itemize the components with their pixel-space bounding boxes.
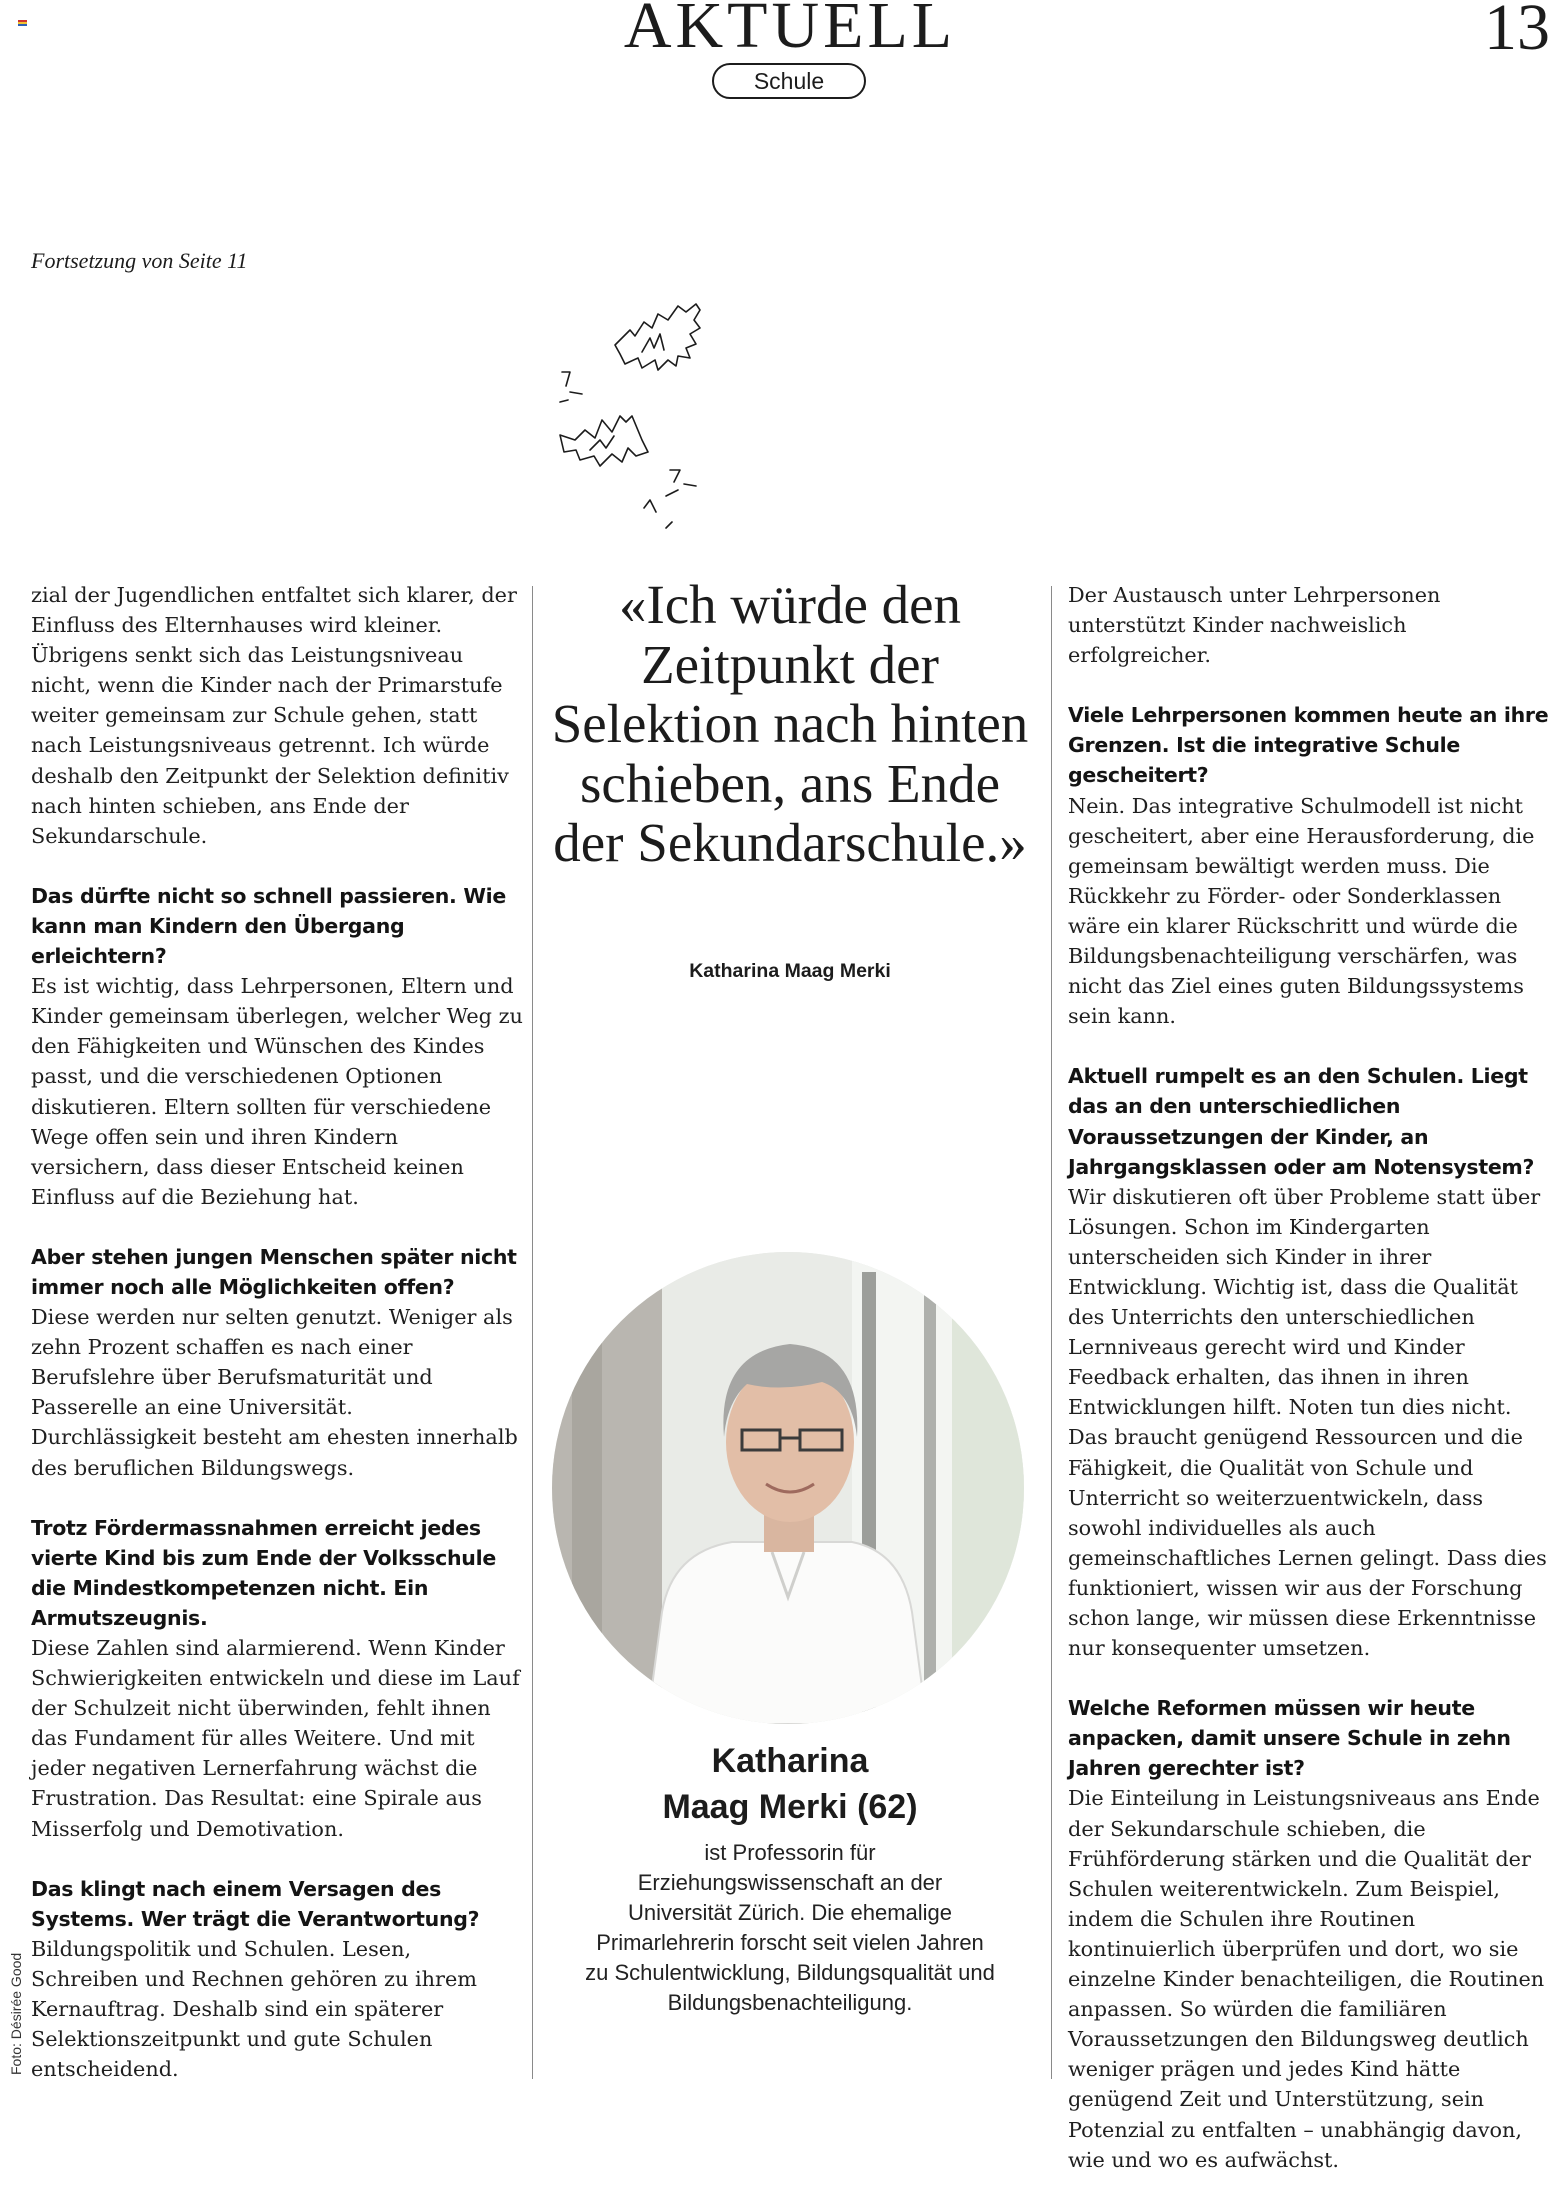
interview-question: Das dürfte nicht so schnell passieren. Wie kann man Kindern den Übergang erleichtern?: [31, 883, 507, 969]
interview-block: [31, 1513, 523, 1844]
pull-quote-author: Katharina Maag Merki: [689, 960, 891, 982]
interview-answer: Diese werden nur selten genutzt. Weniger als zehn Prozent schaffen es nach einer Berufslehre über Berufsmaturität und Passerelle an eine Universität. Durchlässigkeit besteht am ehesten innerhalb des beruflichen Bildungswegs.: [31, 1305, 518, 1480]
paragraph: [1068, 580, 1550, 670]
paper-scraps-doodle-icon: [540, 290, 740, 540]
interview-block: [1068, 700, 1550, 1031]
bio-name-line: Katharina: [711, 1742, 869, 1780]
continuation-note: Fortsetzung von Seite 11: [31, 248, 248, 273]
column-divider: [532, 586, 533, 2079]
interview-answer: Es ist wichtig, dass Lehrpersonen, Eltern und Kinder gemeinsam überlegen, welcher Weg zu den Fähigkeiten und Wünschen des Kindes passt, und die verschiedenen Optionen diskutieren. Eltern sollten für verschiedene Wege offen sein und ihren Kindern versichern, dass dieser Entscheid keinen Einfluss auf die Beziehung hat.: [31, 974, 523, 1209]
interview-block: [31, 1242, 523, 1483]
small-flag-icon: [18, 20, 27, 26]
interview-block: [1068, 1061, 1550, 1663]
section-title: AKTUELL: [623, 0, 957, 62]
column-divider: [1051, 586, 1052, 2079]
interview-answer: Wir diskutieren oft über Probleme statt über Lösungen. Schon im Kindergarten unterscheiden sich Kinder in ihrer Entwicklung. Wichtig ist, dass die Qualität des Unterrichts den unterschiedlichen Lernniveaus gerecht wird und Kinder Feedback erhalten, das ihnen in ihren Entwicklungen hilft. Noten tun dies nicht. Das braucht genügend Ressourcen und die Fähigkeit, die Qualität von Schule und Unterricht so weiterzuentwickeln, dass sowohl individuelles als auch gemeinschaftliches Lernen gelingt. Dass dies funktioniert, wissen wir aus der Forschung schon lange, wir müssen diese Erkenntnisse nur konsequenter umsetzen.: [1068, 1184, 1547, 1661]
interview-answer: Nein. Das integrative Schulmodell ist nicht gescheitert, aber eine Herausforderung, die gemeinsam bewältigt werden muss. Die Rückkehr zu Förder- oder Sonderklassen wäre ein klarer Rückschritt und würde die Bildungsbenachteiligung verschärfen, was nicht das Ziel eines guten Bildungssystems sein kann.: [1068, 793, 1535, 1029]
page-number: 13: [1484, 0, 1550, 64]
paragraph-text: zial der Jugendlichen entfaltet sich klarer, der Einfluss des Elternhauses wird kleiner. Übrigens senkt sich das Leistungsniveau nicht, wenn die Kinder nach der Primarstufe weiter gemeinsam zur Schule gehen, statt nach Leistungsniveaus getrennt. Ich würde deshalb den Zeitpunkt der Selektion definitiv nach hinten schieben, ans Ende der Sekundarschule.: [31, 583, 517, 848]
section-tag: Schule: [712, 63, 866, 99]
interview-question: Aktuell rumpelt es an den Schulen. Liegt das an den unterschiedlichen Voraussetzungen der Kinder, an Jahrgangsklassen oder am Notensystem?: [1068, 1064, 1535, 1179]
interview-question: Aber stehen jungen Menschen später nicht immer noch alle Möglichkeiten offen?: [31, 1244, 517, 1299]
pull-quote: «Ich würde den Zeitpunkt der Selektion nach hinten schieben, ans Ende der Sekundarschule.»: [551, 574, 1029, 873]
interview-question: Trotz Fördermassnahmen erreicht jedes vierte Kind bis zum Ende der Volksschule die Mindestkompetenzen nicht. Ein Armutszeugnis.: [31, 1515, 496, 1630]
interview-answer: Die Einteilung in Leistungsniveaus ans Ende der Sekundarschule schieben, die Frühförderung stärken und die Qualität der Schulen weiterentwickeln. Zum Beispiel, indem die Schulen ihre Routinen kontinuierlich überprüfen und dort, wo sie einzelne Kinder benachteiligen, die Routinen anpassen. So würden die familiären Voraussetzungen den Bildungsweg deutlich weniger prägen und jedes Kind hätte genügend Zeit und Unterstützung, sein Potenzial zu entfalten – unabhängig davon, wie und wo es aufwächst.: [1068, 1786, 1545, 2172]
interview-question: Welche Reformen müssen wir heute anpacken, damit unsere Schule in zehn Jahren gerechter ist?: [1068, 1696, 1511, 1781]
bio-name: [548, 1738, 1032, 1830]
interview-question: Das klingt nach einem Versagen des Systems. Wer trägt die Verantwortung?: [31, 1876, 480, 1931]
interview-block: [1068, 1693, 1550, 2175]
paragraph: [31, 580, 523, 851]
portrait-photo: [552, 1252, 1024, 1724]
right-text-column: [1068, 580, 1550, 2205]
interview-question: Viele Lehrpersonen kommen heute an ihre Grenzen. Ist die integrative Schule gescheitert?: [1068, 703, 1549, 788]
interview-answer: Diese Zahlen sind alarmierend. Wenn Kinder Schwierigkeiten entwickeln und diese im Lauf der Schulzeit nicht überwinden, fehlt ihnen das Fundament für alles Weitere. Und mit jeder negativen Lernerfahrung wächst die Frustration. Das Resultat: eine Spirale aus Misserfolg und Demotivation.: [31, 1636, 520, 1841]
photo-credit: Foto: Désirée Good: [8, 1952, 24, 2075]
interview-answer: Bildungspolitik und Schulen. Lesen, Schreiben und Rechnen gehören zu ihrem Kernauftrag. Deshalb sind ein späterer Selektionszeitpunkt und gute Schulen entscheidend.: [31, 1936, 478, 2082]
left-text-column: [31, 580, 523, 2114]
paragraph-text: Der Austausch unter Lehrpersonen unterstützt Kinder nachweislich erfolgreicher.: [1068, 583, 1441, 668]
bio-name-line: Maag Merki (62): [662, 1788, 918, 1826]
interview-block: [31, 881, 523, 1212]
bio-text: ist Professorin für Erziehungswissenschaft an der Universität Zürich. Die ehemalige Primarlehrerin forscht seit vielen Jahren zu Schulentwicklung, Bildungsqualität und Bildungsbenachteiligung.: [585, 1840, 995, 2015]
interview-block: [31, 1874, 523, 2085]
